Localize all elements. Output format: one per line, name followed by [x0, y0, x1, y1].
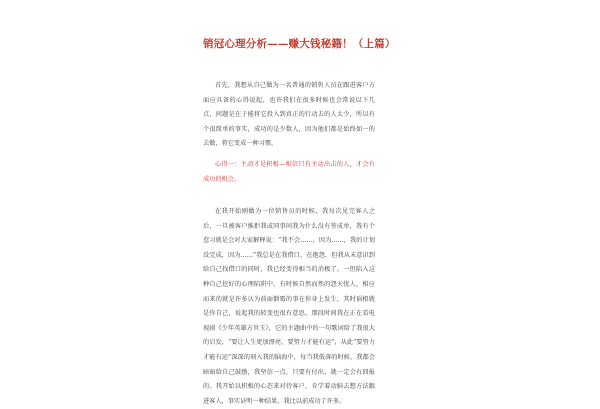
insight-heading-paragraph: 心得一：主动才是积极—相信只有主动出击的人，才会有成功的机会。 — [203, 161, 375, 183]
intro-paragraph: 首先，我想从自己做为一名普通的销售人员在跟进客户方面应具备的心得说起，也许我们在很多时候也会常说以下几点，问题是在于能将它投入到真正的行动去的人太少，所以有个很简单的事实，成功的是少数人，因为他们都是始终如一的去做，将它变成一种习惯。 — [203, 82, 375, 148]
story-paragraph: 在我开始刚做为一位销售员的时候，我每次见完客人之后，一旦被客户推拒我或同事问我为什么没有签成单，我有个惹习就是会对大家解释说：“我不会……，因为……，我的计划没完成，因为……”我总是在我借口，在抱怨，但我从未意识到给自己找借口的同时，我已经变得相当的消极了。一但陷入这种自己挖好的心理陷阱中，有时候自然而然的怨天忧人，相应而来的就是许多认为前面倒霉的事在你身上发生，其时祸根就是你自己，说起我的转变也很有意思，那段时间我在正在看电视剧《少年英雄方世玉》，它的主题曲中的一句歌词给了我很大的启发，“要让人生更加漂亮，要努力才能有运”，从此“要努力才能有运”深深的刻入我的脑海中，每当我低落的时候，我都会暗暗给自己鼓励，我坚信一点，只要有付出，就一定会有回报的。我开始以积极的心态来对待客户，肯学着动脑去想方法跟进客人，事实证明一种结果，我比以前成功了许多。 — [203, 208, 375, 405]
document-title: 销冠心理分析——赚大钱秘籍！（上篇） — [203, 38, 396, 50]
